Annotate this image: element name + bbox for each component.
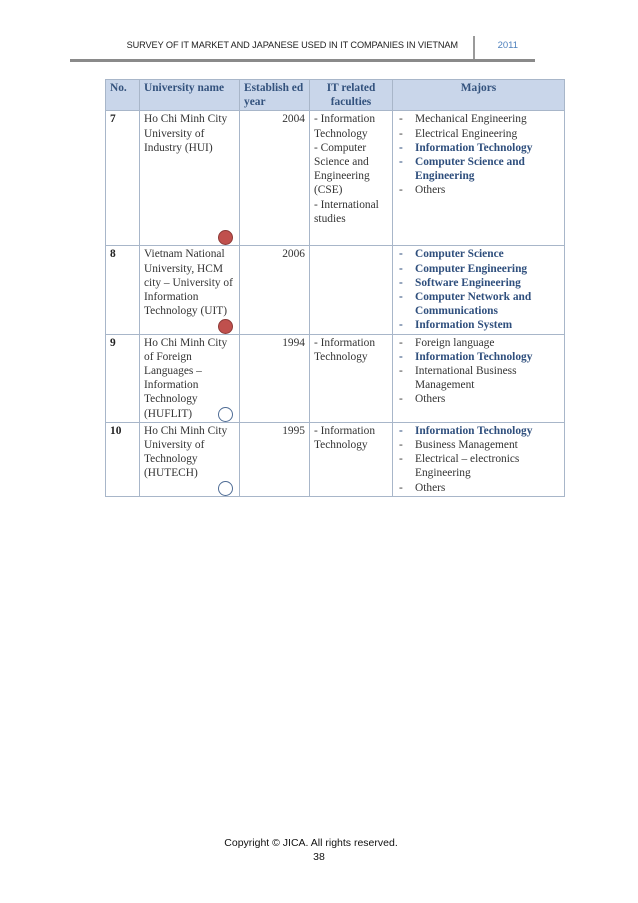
university-name-text: Ho Chi Minh City University of Industry (HUI) bbox=[144, 113, 228, 154]
header-title: SURVEY OF IT MARKET AND JAPANESE USED IN IT COMPANIES IN VIETNAM bbox=[126, 40, 458, 50]
cell-majors bbox=[393, 422, 565, 496]
major-item: - Computer Engineering bbox=[397, 262, 560, 276]
cell-established-year: 1994 bbox=[240, 334, 310, 422]
table-row bbox=[106, 334, 565, 422]
faculty-item: - International studies bbox=[314, 198, 379, 225]
table-body bbox=[106, 111, 565, 496]
faculty-item: - Information Technology bbox=[314, 113, 376, 140]
major-item: - Electrical – electronics Engineering bbox=[397, 452, 560, 480]
table-row bbox=[106, 246, 565, 334]
university-name-text: Ho Chi Minh City University of Technology (HUTECH) bbox=[144, 424, 228, 480]
table-row bbox=[106, 422, 565, 496]
footer-copyright: Copyright © JICA. All rights reserved. bbox=[224, 837, 398, 849]
major-item: - Information Technology bbox=[397, 424, 560, 438]
university-table bbox=[105, 79, 565, 497]
cell-established-year: 2004 bbox=[240, 111, 310, 246]
cell-established-year: 2006 bbox=[240, 246, 310, 334]
major-item: - Electrical Engineering bbox=[397, 127, 560, 141]
cell-university-name bbox=[140, 111, 240, 246]
empty-circle-marker-icon bbox=[218, 407, 233, 422]
cell-majors bbox=[393, 111, 565, 246]
major-item: - Software Engineering bbox=[397, 276, 560, 290]
major-item: - Foreign language bbox=[397, 336, 560, 350]
cell-it-faculties bbox=[310, 111, 393, 246]
faculty-item: - Computer Science and Engineering (CSE) bbox=[314, 141, 370, 197]
cell-majors bbox=[393, 334, 565, 422]
major-item: - Others bbox=[397, 392, 560, 406]
cell-it-faculties bbox=[310, 422, 393, 496]
cell-established-year: 1995 bbox=[240, 422, 310, 496]
cell-no: 7 bbox=[106, 111, 140, 246]
cell-it-faculties bbox=[310, 246, 393, 334]
major-item: - Computer Network and Communications bbox=[397, 290, 560, 318]
table-header-row bbox=[106, 80, 565, 111]
major-item: - Business Management bbox=[397, 438, 560, 452]
header-separator bbox=[473, 36, 475, 60]
cell-university-name bbox=[140, 334, 240, 422]
footer-page-number: 38 bbox=[313, 851, 325, 863]
col-header-university: University name bbox=[140, 80, 240, 111]
header-rule bbox=[70, 59, 535, 62]
university-name-text: Vietnam National University, HCM city – University of Information Technology (UIT) bbox=[144, 248, 233, 318]
col-header-no: No. bbox=[106, 80, 140, 111]
cell-no: 8 bbox=[106, 246, 140, 334]
header-year: 2011 bbox=[497, 40, 518, 51]
university-name-text: Ho Chi Minh City of Foreign Languages – Information Technology (HUFLIT) bbox=[144, 336, 228, 420]
major-item: - Information Technology bbox=[397, 141, 560, 155]
page-footer bbox=[0, 836, 638, 864]
col-header-established: Establish ed year bbox=[240, 80, 310, 111]
col-header-majors: Majors bbox=[393, 80, 565, 111]
major-item: - Computer Science bbox=[397, 247, 560, 261]
cell-university-name bbox=[140, 422, 240, 496]
empty-circle-marker-icon bbox=[218, 481, 233, 496]
faculty-item: - Information Technology bbox=[314, 336, 376, 363]
cell-university-name bbox=[140, 246, 240, 334]
faculty-item: - Information Technology bbox=[314, 424, 376, 452]
filled-circle-marker-icon bbox=[218, 319, 233, 334]
major-item: - Others bbox=[397, 183, 560, 197]
cell-no: 9 bbox=[106, 334, 140, 422]
major-item: - Computer Science and Engineering bbox=[397, 155, 560, 183]
table-row bbox=[106, 111, 565, 246]
major-item: - Information System bbox=[397, 318, 560, 332]
major-item: - International Business Management bbox=[397, 364, 560, 392]
major-item: - Others bbox=[397, 481, 560, 495]
cell-it-faculties bbox=[310, 334, 393, 422]
cell-majors bbox=[393, 246, 565, 334]
col-header-faculties: IT related faculties bbox=[310, 80, 393, 111]
filled-circle-marker-icon bbox=[218, 230, 233, 245]
major-item: - Information Technology bbox=[397, 350, 560, 364]
page-header bbox=[60, 36, 530, 62]
cell-no: 10 bbox=[106, 422, 140, 496]
major-item: - Mechanical Engineering bbox=[397, 112, 560, 126]
